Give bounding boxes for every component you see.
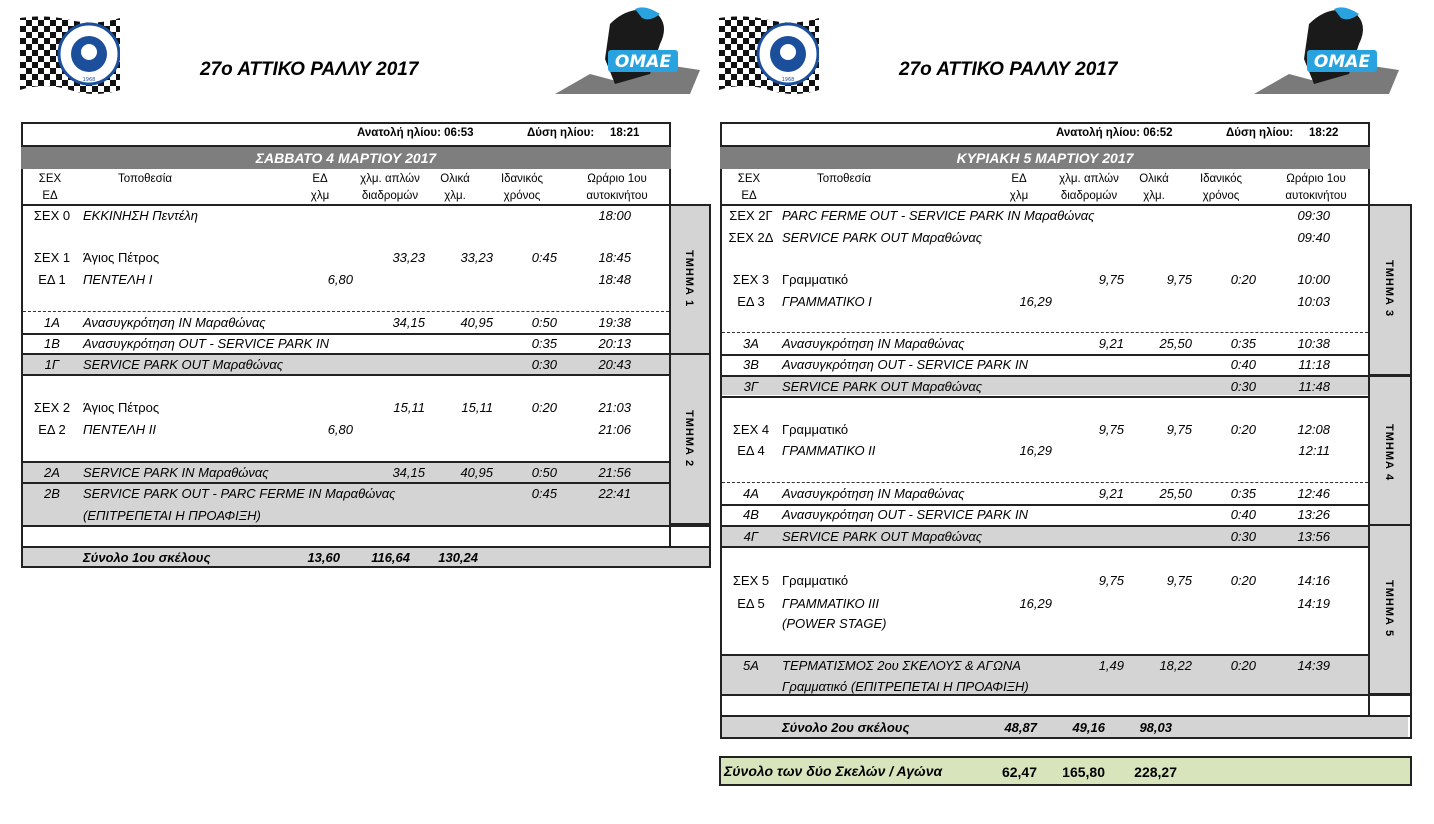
day2-row-3-time: 10:03 xyxy=(1297,294,1330,309)
day2-row-7-ideal: 0:20 xyxy=(1230,422,1256,437)
day1-row-9-ideal: 0:45 xyxy=(531,486,557,501)
day1-row-4-ideal: 0:35 xyxy=(531,336,557,351)
day1-sunset-time: 18:21 xyxy=(610,127,640,139)
day1-row-3-time: 19:38 xyxy=(598,315,631,330)
day2-row-4-time: 10:38 xyxy=(1297,336,1330,351)
location-header: Τοποθεσία xyxy=(817,173,871,185)
grand-total-ed: 62,47 xyxy=(1001,764,1037,780)
day2-row-1-loc: SERVICE PARK OUT Μαραθώνας xyxy=(782,230,983,245)
day2-row-3-loc: ΓΡΑΜΜΑΤΙΚΟ Ι xyxy=(782,294,872,309)
day2-row-10-ideal: 0:40 xyxy=(1230,507,1256,522)
day2-row-6-ideal: 0:30 xyxy=(1230,379,1256,394)
day2-row-12-ideal: 0:20 xyxy=(1230,573,1256,588)
day2-sunset-time: 18:22 xyxy=(1309,127,1339,139)
location-header: Τοποθεσία xyxy=(118,173,172,185)
day2-row-0-loc: PARC FERME OUT - SERVICE PARK IN Μαραθώνας xyxy=(782,208,1095,223)
day1-row-6-time: 21:03 xyxy=(598,400,631,415)
day1-row-4-time: 20:13 xyxy=(598,336,631,351)
day1-row-9-code: 2Β xyxy=(44,486,60,501)
day1-row-2-code: ΕΔ 1 xyxy=(38,272,66,287)
day2-row-10-code: 4Β xyxy=(743,507,759,522)
day1-row-5-code: 1Γ xyxy=(44,357,60,372)
day2-row-11-code: 4Γ xyxy=(743,529,759,544)
day1-row-2-edkm: 6,80 xyxy=(327,272,353,287)
day2-row-8-time: 12:11 xyxy=(1298,443,1330,458)
day2-row-4-liaison: 9,21 xyxy=(1098,336,1124,351)
page-title: 27ο ΑΤΤΙΚΟ ΡΑΛΛΥ 2017 xyxy=(200,59,419,80)
day2-row-9-loc: Ανασυγκρότηση IN Μαραθώνας xyxy=(782,486,965,501)
day1-date-bar: ΣΑΒΒΑΤΟ 4 ΜΑΡΤΙΟΥ 2017 xyxy=(21,147,671,169)
svg-text:1968: 1968 xyxy=(781,77,795,83)
day1-row-8-loc: SERVICE PARK IN Μαραθώνας xyxy=(83,465,269,480)
day1-row-1-liaison: 33,23 xyxy=(392,250,425,265)
day2-total-label: Σύνολο 2ου σκέλους xyxy=(782,720,910,735)
day1-total-total: 130,24 xyxy=(438,550,478,565)
svg-text:ΟΜΑΕ: ΟΜΑΕ xyxy=(1313,52,1371,72)
day2-row-14-loc: (POWER STAGE) xyxy=(782,616,887,631)
day2-row-6-time: 11:48 xyxy=(1298,379,1330,394)
day1-row-3-total: 40,95 xyxy=(460,315,493,330)
svg-text:ΟΜΑΕ: ΟΜΑΕ xyxy=(614,52,672,72)
day2-row-5-code: 3Β xyxy=(743,357,759,372)
day1-row-3-loc: Ανασυγκρότηση IN Μαραθώνας xyxy=(83,315,266,330)
day2-row-6-loc: SERVICE PARK OUT Μαραθώνας xyxy=(782,379,983,394)
day2-row-11-ideal: 0:30 xyxy=(1230,529,1256,544)
day2-row-1-time: 09:40 xyxy=(1297,230,1330,245)
day2-row-0-time: 09:30 xyxy=(1297,208,1330,223)
day1-row-7-time: 21:06 xyxy=(598,422,631,437)
day1-row-0-loc: ΕΚΚΙΝΗΣΗ Πεντέλη xyxy=(83,208,199,223)
day1-row-1-total: 33,23 xyxy=(460,250,493,265)
day2-row-15-liaison: 1,49 xyxy=(1098,658,1124,673)
club-flag-logo xyxy=(719,14,819,94)
day1-sunset-label: Δύση ηλίου: xyxy=(527,127,595,139)
day1-row-7-code: ΕΔ 2 xyxy=(38,422,66,437)
day1-row-2-time: 18:48 xyxy=(598,272,631,287)
day2-row-4-ideal: 0:35 xyxy=(1230,336,1256,351)
day2-row-3-code: ΕΔ 3 xyxy=(737,294,765,309)
day2-total-ed: 48,87 xyxy=(1004,720,1037,735)
day1-row-1-loc: Άγιος Πέτρος xyxy=(83,250,160,265)
day1-row-1-code: ΣΕΧ 1 xyxy=(33,250,71,265)
day2-row-13-edkm: 16,29 xyxy=(1019,596,1052,611)
day2-row-9-time: 12:46 xyxy=(1297,486,1330,501)
day1-row-5-time: 20:43 xyxy=(598,357,631,372)
day2-row-12-code: ΣΕΧ 5 xyxy=(732,573,770,588)
day2-row-15-ideal: 0:20 xyxy=(1230,658,1256,673)
day2-row-12-loc: Γραμματικό xyxy=(782,573,849,588)
day2-sunrise: Ανατολή ηλίου: 06:52 xyxy=(1056,127,1173,139)
day2-row-6-code: 3Γ xyxy=(743,379,759,394)
day1-row-9-time: 22:41 xyxy=(598,486,631,501)
day2-row-15-loc: ΤΕΡΜΑΤΙΣΜΟΣ 2ου ΣΚΕΛΟΥΣ & ΑΓΩΝΑ xyxy=(782,658,1021,673)
day2-row-2-total: 9,75 xyxy=(1166,272,1192,287)
day2-row-7-code: ΣΕΧ 4 xyxy=(732,422,770,437)
day1-row-6-code: ΣΕΧ 2 xyxy=(33,400,71,415)
day1-row-6-ideal: 0:20 xyxy=(531,400,557,415)
day2-row-1-code: ΣΕΧ 2Δ xyxy=(728,230,774,245)
day1-row-1-ideal: 0:45 xyxy=(531,250,557,265)
omae-logo xyxy=(550,4,700,102)
day2-row-8-code: ΕΔ 4 xyxy=(737,443,765,458)
day1-row-5-loc: SERVICE PARK OUT Μαραθώνας xyxy=(83,357,284,372)
day2-row-5-time: 11:18 xyxy=(1298,357,1330,372)
day1-sunrise: Ανατολή ηλίου: 06:53 xyxy=(357,127,474,139)
day2-row-2-loc: Γραμματικό xyxy=(782,272,849,287)
day1-row-2-loc: ΠΕΝΤΕΛΗ Ι xyxy=(83,272,153,287)
day2-row-4-total: 25,50 xyxy=(1159,336,1192,351)
day1-row-8-time: 21:56 xyxy=(598,465,631,480)
day1-row-8-liaison: 34,15 xyxy=(392,465,425,480)
day2-row-4-code: 3Α xyxy=(743,336,759,351)
day2-row-3-edkm: 16,29 xyxy=(1019,294,1052,309)
day2-row-9-code: 4Α xyxy=(743,486,759,501)
day2-row-8-edkm: 16,29 xyxy=(1019,443,1052,458)
day2-row-10-time: 13:26 xyxy=(1297,507,1330,522)
day1-row-8-code: 2Α xyxy=(44,465,60,480)
day1-total-label: Σύνολο 1ου σκέλους xyxy=(83,550,211,565)
day2-row-8-loc: ΓΡΑΜΜΑΤΙΚΟ ΙΙ xyxy=(782,443,876,458)
day2-row-5-loc: Ανασυγκρότηση OUT - SERVICE PARK IN xyxy=(782,357,1028,372)
day1-row-0-time: 18:00 xyxy=(598,208,631,223)
day2-row-9-liaison: 9,21 xyxy=(1098,486,1124,501)
day2-row-0-code: ΣΕΧ 2Γ xyxy=(729,208,773,223)
day2-row-12-total: 9,75 xyxy=(1166,573,1192,588)
day1-total-liaison: 116,64 xyxy=(371,550,410,565)
day2-row-2-liaison: 9,75 xyxy=(1098,272,1124,287)
day2-row-2-code: ΣΕΧ 3 xyxy=(732,272,770,287)
day2-row-7-loc: Γραμματικό xyxy=(782,422,849,437)
day2-row-15-time: 14:39 xyxy=(1297,658,1330,673)
day1-row-8-ideal: 0:50 xyxy=(531,465,557,480)
day1-row-4-code: 1Β xyxy=(44,336,60,351)
day2-row-16-loc: Γραμματικό (ΕΠΙΤΡΕΠΕΤΑΙ Η ΠΡΟΑΦΙΞΗ) xyxy=(782,679,1029,694)
day1-row-7-loc: ΠΕΝΤΕΛΗ ΙΙ xyxy=(83,422,156,437)
day1-total-ed: 13,60 xyxy=(307,550,340,565)
day1-row-4-loc: Ανασυγκρότηση OUT - SERVICE PARK IN xyxy=(83,336,329,351)
day1-row-5-ideal: 0:30 xyxy=(531,357,557,372)
day2-row-9-total: 25,50 xyxy=(1159,486,1192,501)
page-title: 27ο ΑΤΤΙΚΟ ΡΑΛΛΥ 2017 xyxy=(899,59,1118,80)
day2-row-4-loc: Ανασυγκρότηση IN Μαραθώνας xyxy=(782,336,965,351)
day2-row-7-liaison: 9,75 xyxy=(1098,422,1124,437)
club-flag-logo xyxy=(20,14,120,94)
day1-row-6-liaison: 15,11 xyxy=(393,400,425,415)
grand-total-liaison: 165,80 xyxy=(1062,764,1105,780)
day1-row-0-code: ΣΕΧ 0 xyxy=(33,208,71,223)
day2-row-11-time: 13:56 xyxy=(1297,529,1330,544)
day2-total-liaison: 49,16 xyxy=(1072,720,1105,735)
day2-row-13-code: ΕΔ 5 xyxy=(737,596,765,611)
day1-row-3-liaison: 34,15 xyxy=(392,315,425,330)
day2-sunset-label: Δύση ηλίου: xyxy=(1226,127,1294,139)
day1-row-7-edkm: 6,80 xyxy=(327,422,353,437)
day2-row-12-time: 14:16 xyxy=(1297,573,1330,588)
day2-row-7-total: 9,75 xyxy=(1166,422,1192,437)
day1-row-8-total: 40,95 xyxy=(460,465,493,480)
day2-row-2-time: 10:00 xyxy=(1297,272,1330,287)
day1-row-9-loc: SERVICE PARK OUT - PARC FERME IN Μαραθώνας xyxy=(83,486,396,501)
day1-row-6-loc: Άγιος Πέτρος xyxy=(83,400,160,415)
day2-row-15-total: 18,22 xyxy=(1159,658,1192,673)
day2-row-13-time: 14:19 xyxy=(1297,596,1330,611)
svg-text:1968: 1968 xyxy=(82,77,96,83)
day2-row-11-loc: SERVICE PARK OUT Μαραθώνας xyxy=(782,529,983,544)
day2-row-7-time: 12:08 xyxy=(1297,422,1330,437)
grand-total-label: Σύνολο των δύο Σκελών / Αγώνα xyxy=(724,763,943,779)
day1-row-3-ideal: 0:50 xyxy=(531,315,557,330)
day1-row-10-loc: (ΕΠΙΤΡΕΠΕΤΑΙ Η ΠΡΟΑΦΙΞΗ) xyxy=(83,508,261,523)
grand-total-total: 228,27 xyxy=(1134,764,1177,780)
day2-row-12-liaison: 9,75 xyxy=(1098,573,1124,588)
day2-row-2-ideal: 0:20 xyxy=(1230,272,1256,287)
day2-total-total: 98,03 xyxy=(1139,720,1172,735)
omae-logo xyxy=(1249,4,1399,102)
day2-row-10-loc: Ανασυγκρότηση OUT - SERVICE PARK IN xyxy=(782,507,1028,522)
day2-row-5-ideal: 0:40 xyxy=(1230,357,1256,372)
day2-row-9-ideal: 0:35 xyxy=(1230,486,1256,501)
day2-row-15-code: 5Α xyxy=(743,658,759,673)
day2-date-bar: ΚΥΡΙΑΚΗ 5 ΜΑΡΤΙΟΥ 2017 xyxy=(720,147,1370,169)
day2-row-13-loc: ΓΡΑΜΜΑΤΙΚΟ ΙΙΙ xyxy=(782,596,880,611)
day1-row-1-time: 18:45 xyxy=(598,250,631,265)
day1-row-6-total: 15,11 xyxy=(461,400,493,415)
day1-row-3-code: 1Α xyxy=(44,315,60,330)
